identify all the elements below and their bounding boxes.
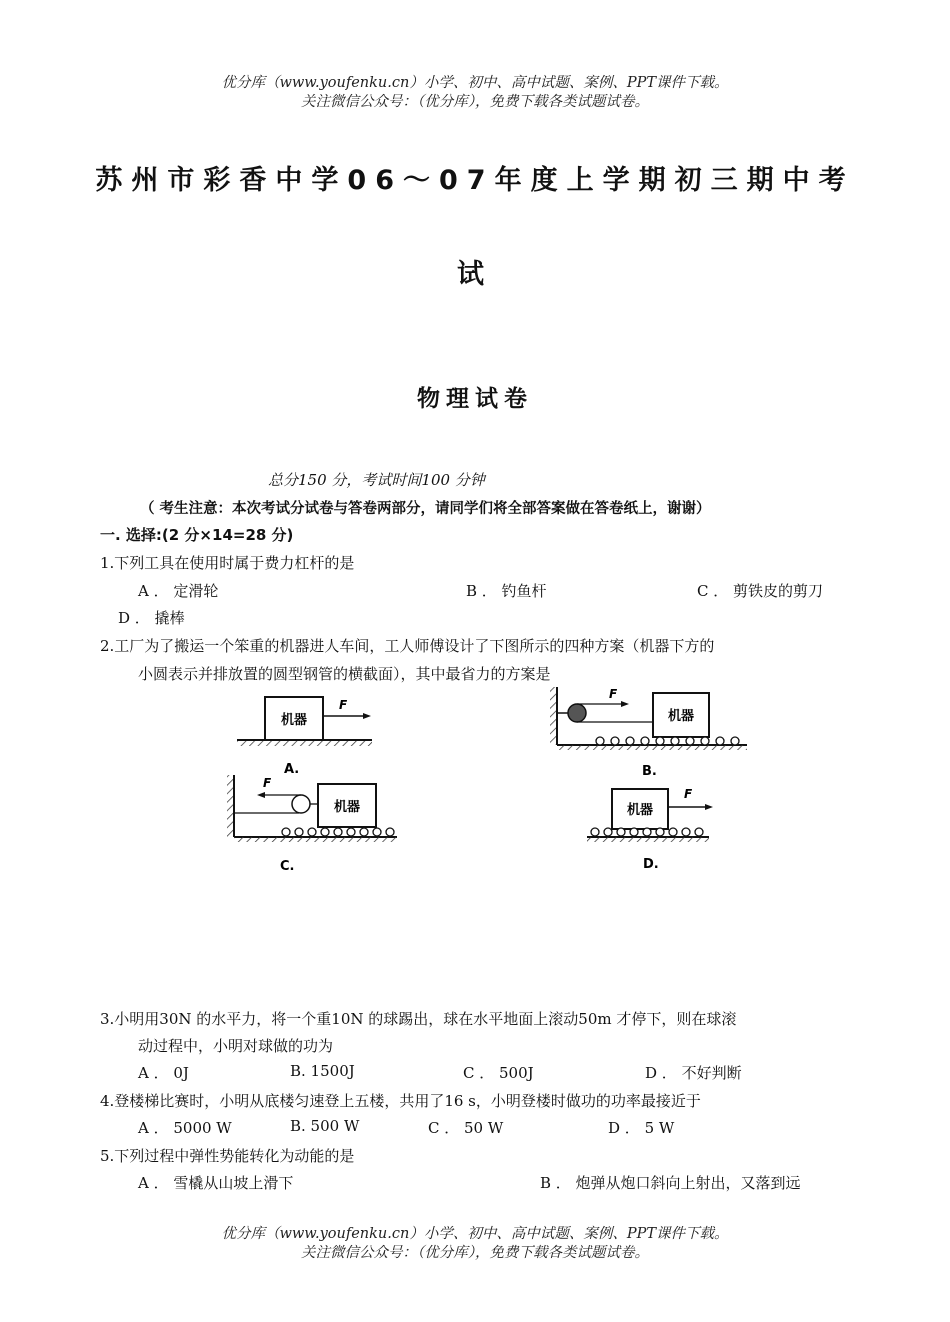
scheme-a-label: A.	[284, 762, 300, 777]
question-1-option-a: A ． 定滑轮	[138, 582, 219, 600]
scheme-b	[550, 687, 747, 779]
scheme-d-label: D.	[643, 857, 659, 872]
machine-label-c: 机器	[333, 800, 361, 815]
force-label-a: F	[339, 698, 348, 712]
exam-notice: （ 考生注意：本次考试分试卷与答卷两部分，请同学们将全部答案做在答卷纸上，谢谢）	[140, 501, 711, 517]
force-label-d: F	[684, 787, 693, 801]
question-4-option-a: A ． 5000 W	[138, 1119, 232, 1137]
force-label-b: F	[609, 687, 618, 701]
question-2-stem-1: 2.工厂为了搬运一个笨重的机器进人车间，工人师傅设计了下图所示的四种方案（机器下方的	[100, 637, 715, 655]
machine-label-a: 机器	[280, 713, 308, 728]
machine-label-b: 机器	[667, 709, 695, 724]
pulley-b	[568, 704, 586, 722]
question-3-option-a: A ． 0J	[138, 1064, 189, 1082]
question-5-option-b: B ． 炮弹从炮口斜向上射出，又落到远	[540, 1174, 801, 1192]
header-line-1: 优分库（www.youfenku.cn）小学、初中、高中试题、案例、PPT课件下载。	[221, 75, 729, 91]
page-title-continued: 试	[457, 259, 493, 290]
header-line-2: 关注微信公众号：（优分库），免费下载各类试题试卷。	[301, 94, 649, 110]
force-label-c: F	[263, 776, 272, 790]
question-1-option-b: B ． 钓鱼杆	[466, 582, 547, 600]
section-heading: 一. 选择:(2 分×14=28 分)	[100, 526, 294, 544]
question-1-stem: 1.下列工具在使用时属于费力杠杆的是	[100, 554, 355, 572]
lever-scheme-figure	[225, 685, 755, 880]
page-title: 苏州市彩香中学06～07年度上学期初三期中考	[95, 165, 855, 196]
scheme-b-label: B.	[642, 764, 657, 779]
question-3-stem-1: 3.小明用30N 的水平力，将一个重10N 的球踢出，球在水平地面上滚动50m 才停下，则在球滚	[100, 1010, 737, 1028]
question-3-option-c: C ． 500J	[463, 1064, 534, 1082]
footer-line-2: 关注微信公众号：（优分库），免费下载各类试题试卷。	[301, 1245, 649, 1261]
scheme-c	[227, 775, 397, 874]
question-1-option-c: C ． 剪铁皮的剪刀	[697, 582, 824, 600]
footer-line-1: 优分库（www.youfenku.cn）小学、初中、高中试题、案例、PPT课件下载。	[221, 1226, 729, 1242]
page-subtitle: 物理试卷	[417, 386, 533, 412]
scheme-d	[587, 787, 713, 872]
question-2-stem-2: 小圆表示并排放置的圆型钢管的横截面），其中最省力的方案是	[138, 665, 551, 683]
scheme-a	[237, 697, 372, 777]
scheme-c-label: C.	[280, 859, 295, 874]
machine-label-d: 机器	[626, 803, 654, 818]
question-4-stem: 4.登楼梯比赛时，小明从底楼匀速登上五楼，共用了16 s，小明登楼时做功的功率最接近于	[100, 1092, 701, 1110]
pulley-c	[292, 795, 310, 813]
question-4-option-c: C ． 50 W	[428, 1119, 504, 1137]
question-5-stem: 5.下列过程中弹性势能转化为动能的是	[100, 1147, 355, 1165]
exam-total: 总分150 分，考试时间100 分钟	[268, 471, 485, 489]
question-4-option-d: D ． 5 W	[608, 1119, 675, 1137]
question-3-stem-2: 动过程中，小明对球做的功为	[138, 1037, 334, 1055]
question-3-option-d: D ． 不好判断	[645, 1064, 742, 1082]
question-5-option-a: A ． 雪橇从山坡上滑下	[138, 1174, 294, 1192]
question-1-option-d: D ． 撬棒	[118, 609, 185, 627]
question-4-option-b: B. 500 W	[290, 1117, 360, 1135]
question-3-option-b: B. 1500J	[290, 1062, 355, 1080]
